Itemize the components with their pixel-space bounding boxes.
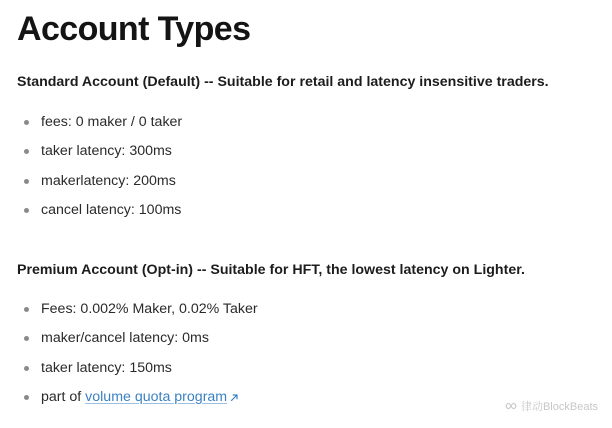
external-link-icon [230,393,239,402]
list-item-text: taker latency: 300ms [41,143,172,160]
bullet-icon [24,120,29,125]
standard-account-heading: Standard Account (Default) -- Suitable for retail and latency insensitive traders. [17,74,549,90]
list-item [0,329,258,358]
list-item-text: taker latency: 150ms [41,359,172,376]
wechat-channel-icon [505,401,517,411]
bullet-icon [24,149,29,154]
bullet-icon [24,336,29,341]
list-item-text: Fees: 0.002% Maker, 0.02% Taker [41,301,258,317]
link-text: volume quota program [85,388,228,405]
premium-account-list [0,300,258,417]
list-item [0,359,258,388]
watermark-text: 律动BlockBeats [520,401,598,413]
list-item-text: makerlatency: 200ms [41,172,176,189]
volume-quota-program-link[interactable] [85,389,239,405]
page-title: Account Types [17,10,251,48]
list-item-prefix: part of [41,388,86,405]
list-item [0,113,182,142]
premium-account-heading: Premium Account (Opt-in) -- Suitable for HFT, the lowest latency on Lighter. [17,262,525,278]
list-item-text: fees: 0 maker / 0 taker [41,114,183,130]
list-item [0,388,258,417]
bullet-icon [24,208,29,213]
list-item [0,201,182,230]
list-item-text: cancel latency: 100ms [41,201,182,218]
list-item-text: maker/cancel latency: 0ms [41,330,209,347]
list-item [0,142,182,171]
bullet-icon [24,307,29,312]
bullet-icon [24,179,29,184]
standard-account-list [0,113,182,230]
bullet-icon [24,366,29,371]
list-item [0,172,182,201]
list-item [0,300,258,329]
bullet-icon [24,395,29,400]
watermark [505,398,598,414]
